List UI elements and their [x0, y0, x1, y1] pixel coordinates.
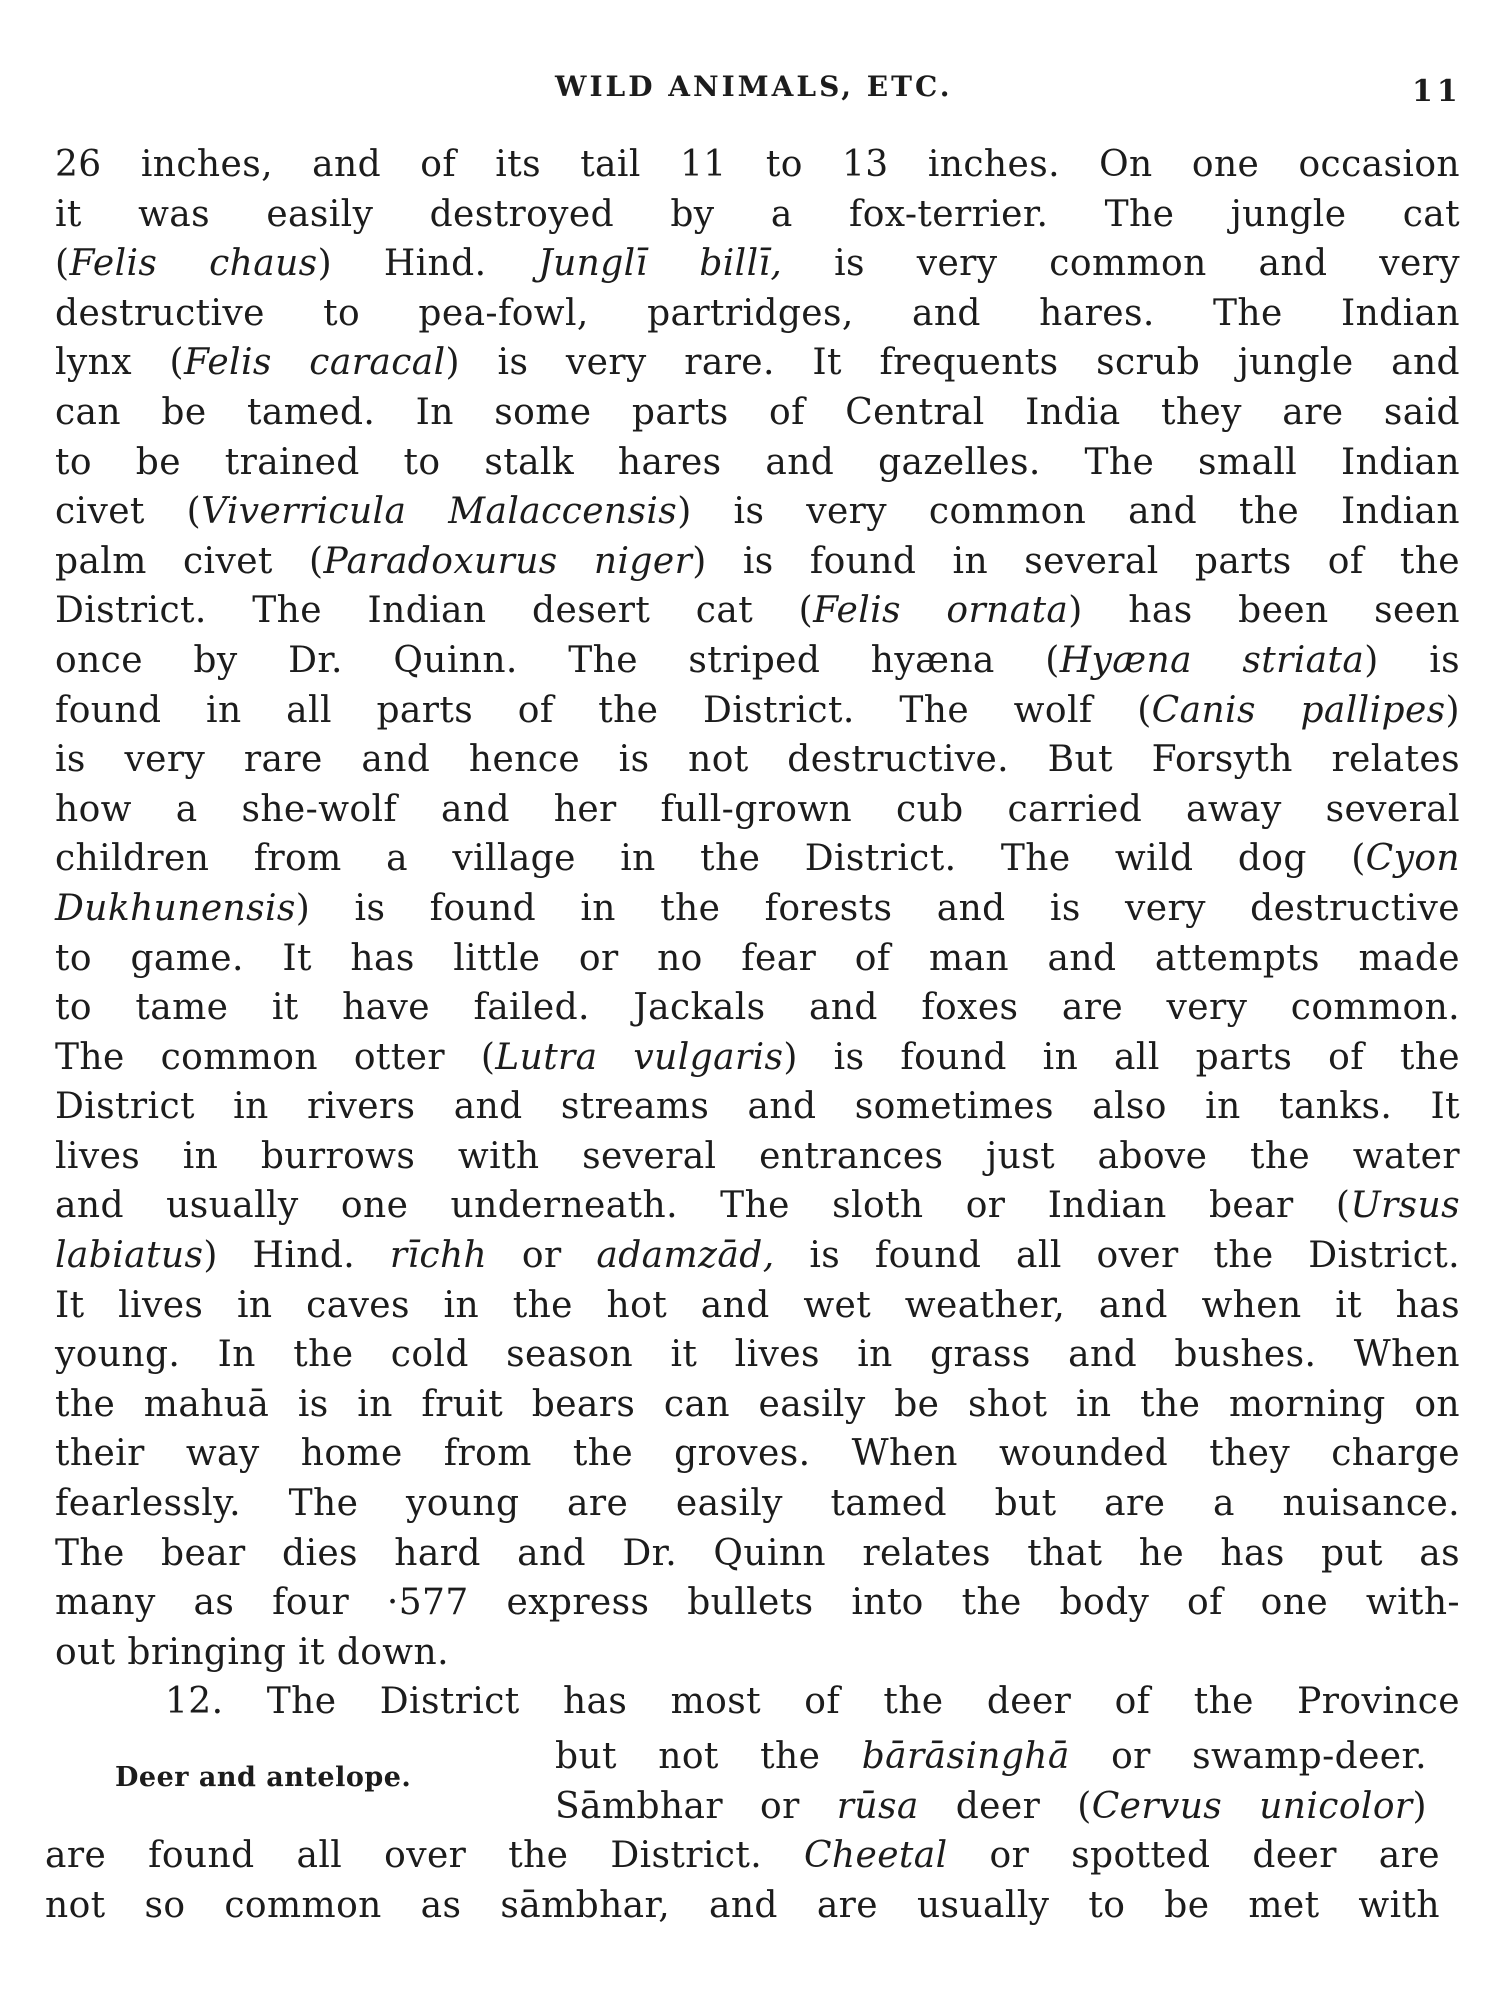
- text-line: [55, 735, 1460, 785]
- italic-term: Felis chaus: [69, 243, 318, 285]
- text-line: [45, 1831, 1440, 1881]
- italic-term: Felis ornata: [813, 590, 1069, 632]
- text-line: [55, 834, 1460, 884]
- text-line: [55, 388, 1460, 438]
- text-line: [55, 1429, 1460, 1479]
- text-run: or: [487, 1235, 597, 1277]
- text-run: ) is found in several parts of the: [692, 540, 1460, 582]
- text-run: to game. It has little or no fear of man and attempts made: [55, 937, 1460, 979]
- text-run: many as four ·577 express bullets into the body of one with-: [55, 1582, 1460, 1624]
- text-line: [55, 1033, 1460, 1083]
- text-run: or spotted deer are: [947, 1835, 1440, 1876]
- text-run: out bringing it down.: [55, 1631, 449, 1673]
- italic-term: rūsa: [836, 1785, 919, 1827]
- text-run: palm civet (: [55, 540, 324, 582]
- italic-term: Paradoxurus niger: [323, 540, 693, 582]
- text-line: [55, 934, 1460, 984]
- text-run: the mahuā is in fruit bears can easily be shot in the morning on: [55, 1383, 1460, 1425]
- italic-term: Viverricula Malaccensis: [201, 491, 678, 533]
- text-line: [55, 1330, 1460, 1380]
- paragraph-2-continuation: [45, 1831, 1440, 1930]
- text-line: [555, 1782, 1427, 1832]
- text-line: [55, 338, 1460, 388]
- text-run: is very common and very: [782, 243, 1460, 285]
- text-run: young. In the cold season it lives in grass and bushes. When: [55, 1334, 1460, 1376]
- text-line: [55, 1628, 1460, 1678]
- text-run: ): [1445, 689, 1460, 731]
- text-line: [55, 983, 1460, 1033]
- text-run: The bear dies hard and Dr. Quinn relates that he has put as: [55, 1532, 1460, 1574]
- italic-term: Hyæna striata: [1059, 639, 1365, 681]
- indented-lines: [555, 1732, 1427, 1831]
- italic-term: Junglī billī,: [538, 243, 783, 285]
- text-line: [55, 140, 1460, 190]
- text-run: ): [1412, 1785, 1427, 1827]
- text-run: their way home from the groves. When wounded they charge: [55, 1433, 1460, 1475]
- text-run: District. The Indian desert cat (: [55, 590, 814, 632]
- text-run: ) is very common and the Indian: [677, 491, 1461, 533]
- text-run: lives in burrows with several entrances just above the water: [55, 1135, 1460, 1177]
- text-run: not so common as sāmbhar, and are usually to be met with: [45, 1884, 1440, 1926]
- text-run: (: [55, 243, 70, 285]
- text-line: [55, 1578, 1460, 1628]
- page-number: 11: [1412, 74, 1462, 109]
- italic-term: Lutra vulgaris: [495, 1036, 784, 1078]
- text-run: are found all over the District.: [45, 1835, 804, 1876]
- text-run: to tame it have failed. Jackals and foxes are very common.: [55, 987, 1460, 1029]
- italic-term: adamzād,: [596, 1235, 775, 1277]
- text-line: [55, 438, 1460, 488]
- text-line: [55, 487, 1460, 537]
- text-line: [55, 785, 1460, 835]
- text-run: It lives in caves in the hot and wet weather, and when it has: [55, 1284, 1460, 1326]
- text-run: once by Dr. Quinn. The striped hyæna (: [55, 639, 1060, 681]
- text-line: [55, 190, 1460, 240]
- text-line: [55, 1132, 1460, 1182]
- text-run: civet (: [55, 491, 202, 533]
- italic-term: bārāsinghā: [861, 1736, 1070, 1777]
- text-line: [55, 1380, 1460, 1430]
- text-run: ) Hind.: [203, 1235, 390, 1277]
- text-run: lynx (: [55, 342, 184, 384]
- text-line: [55, 586, 1460, 636]
- text-line: [55, 537, 1460, 587]
- text-line: [45, 1881, 1440, 1931]
- running-title: WILD ANIMALS, ETC.: [555, 70, 953, 103]
- text-line: [55, 1181, 1460, 1231]
- text-line: [55, 884, 1460, 934]
- italic-term: Canis pallipes: [1151, 689, 1446, 731]
- text-run: how a she-wolf and her full-grown cub carried away several: [55, 788, 1460, 830]
- margin-note: Deer and antelope.: [115, 1762, 412, 1793]
- text-line: [55, 1529, 1460, 1579]
- text-line: [55, 636, 1460, 686]
- italic-term: Cervus unicolor: [1091, 1785, 1413, 1827]
- text-line: [55, 1231, 1460, 1281]
- italic-term: Cheetal: [803, 1835, 948, 1876]
- text-run: The common otter (: [55, 1036, 496, 1078]
- text-run: is found all over the District.: [774, 1235, 1461, 1277]
- text-line: [55, 1479, 1460, 1529]
- paragraph-1: [55, 140, 1460, 1677]
- text-run: 26 inches, and of its tail 11 to 13 inches. On one occasion: [55, 144, 1460, 185]
- text-line: [55, 239, 1460, 289]
- text-line: [55, 1082, 1460, 1132]
- italic-term: rīchh: [389, 1235, 488, 1277]
- italic-term: Dukhunensis: [55, 887, 296, 929]
- italic-term: Cyon: [1365, 838, 1460, 880]
- text-run: but not the: [555, 1736, 862, 1777]
- text-run: can be tamed. In some parts of Central India they are said: [55, 391, 1460, 433]
- text-run: ) is found in all parts of the: [783, 1036, 1460, 1078]
- text-run: ) is: [1364, 639, 1461, 681]
- text-run: children from a village in the District. The wild dog (: [55, 838, 1366, 880]
- text-line: [55, 1281, 1460, 1331]
- text-run: ) Hind.: [317, 243, 539, 285]
- text-line: [55, 686, 1460, 736]
- text-run: to be trained to stalk hares and gazelles. The small Indian: [55, 441, 1460, 483]
- text-run: and usually one underneath. The sloth or Indian bear (: [55, 1185, 1351, 1227]
- text-run: or swamp-deer.: [1069, 1736, 1427, 1777]
- text-run: District in rivers and streams and sometimes also in tanks. It: [55, 1086, 1460, 1128]
- text-run: deer (: [918, 1785, 1092, 1827]
- text-run: is very rare and hence is not destructive. But Forsyth relates: [55, 739, 1460, 781]
- text-run: fearlessly. The young are easily tamed but are a nuisance.: [55, 1483, 1460, 1525]
- text-run: ) is very rare. It frequents scrub jungle and: [445, 342, 1460, 384]
- text-run: ) is found in the forests and is very destructive: [295, 887, 1460, 929]
- text-run: Sāmbhar or: [555, 1785, 837, 1827]
- italic-term: labiatus: [55, 1235, 204, 1277]
- paragraph-2-first-line: 12. The District has most of the deer of the Province: [165, 1681, 1460, 1723]
- italic-term: Ursus: [1350, 1185, 1460, 1227]
- text-run: destructive to pea-fowl, partridges, and hares. The Indian: [55, 292, 1460, 334]
- text-run: ) has been seen: [1068, 590, 1460, 632]
- paragraph-body: [55, 140, 1460, 1727]
- text-line: [555, 1732, 1427, 1782]
- text-line: [55, 289, 1460, 339]
- text-run: found in all parts of the District. The wolf (: [55, 689, 1152, 731]
- italic-term: Felis caracal: [183, 342, 446, 384]
- text-run: it was easily destroyed by a fox-terrier. The jungle cat: [55, 193, 1460, 235]
